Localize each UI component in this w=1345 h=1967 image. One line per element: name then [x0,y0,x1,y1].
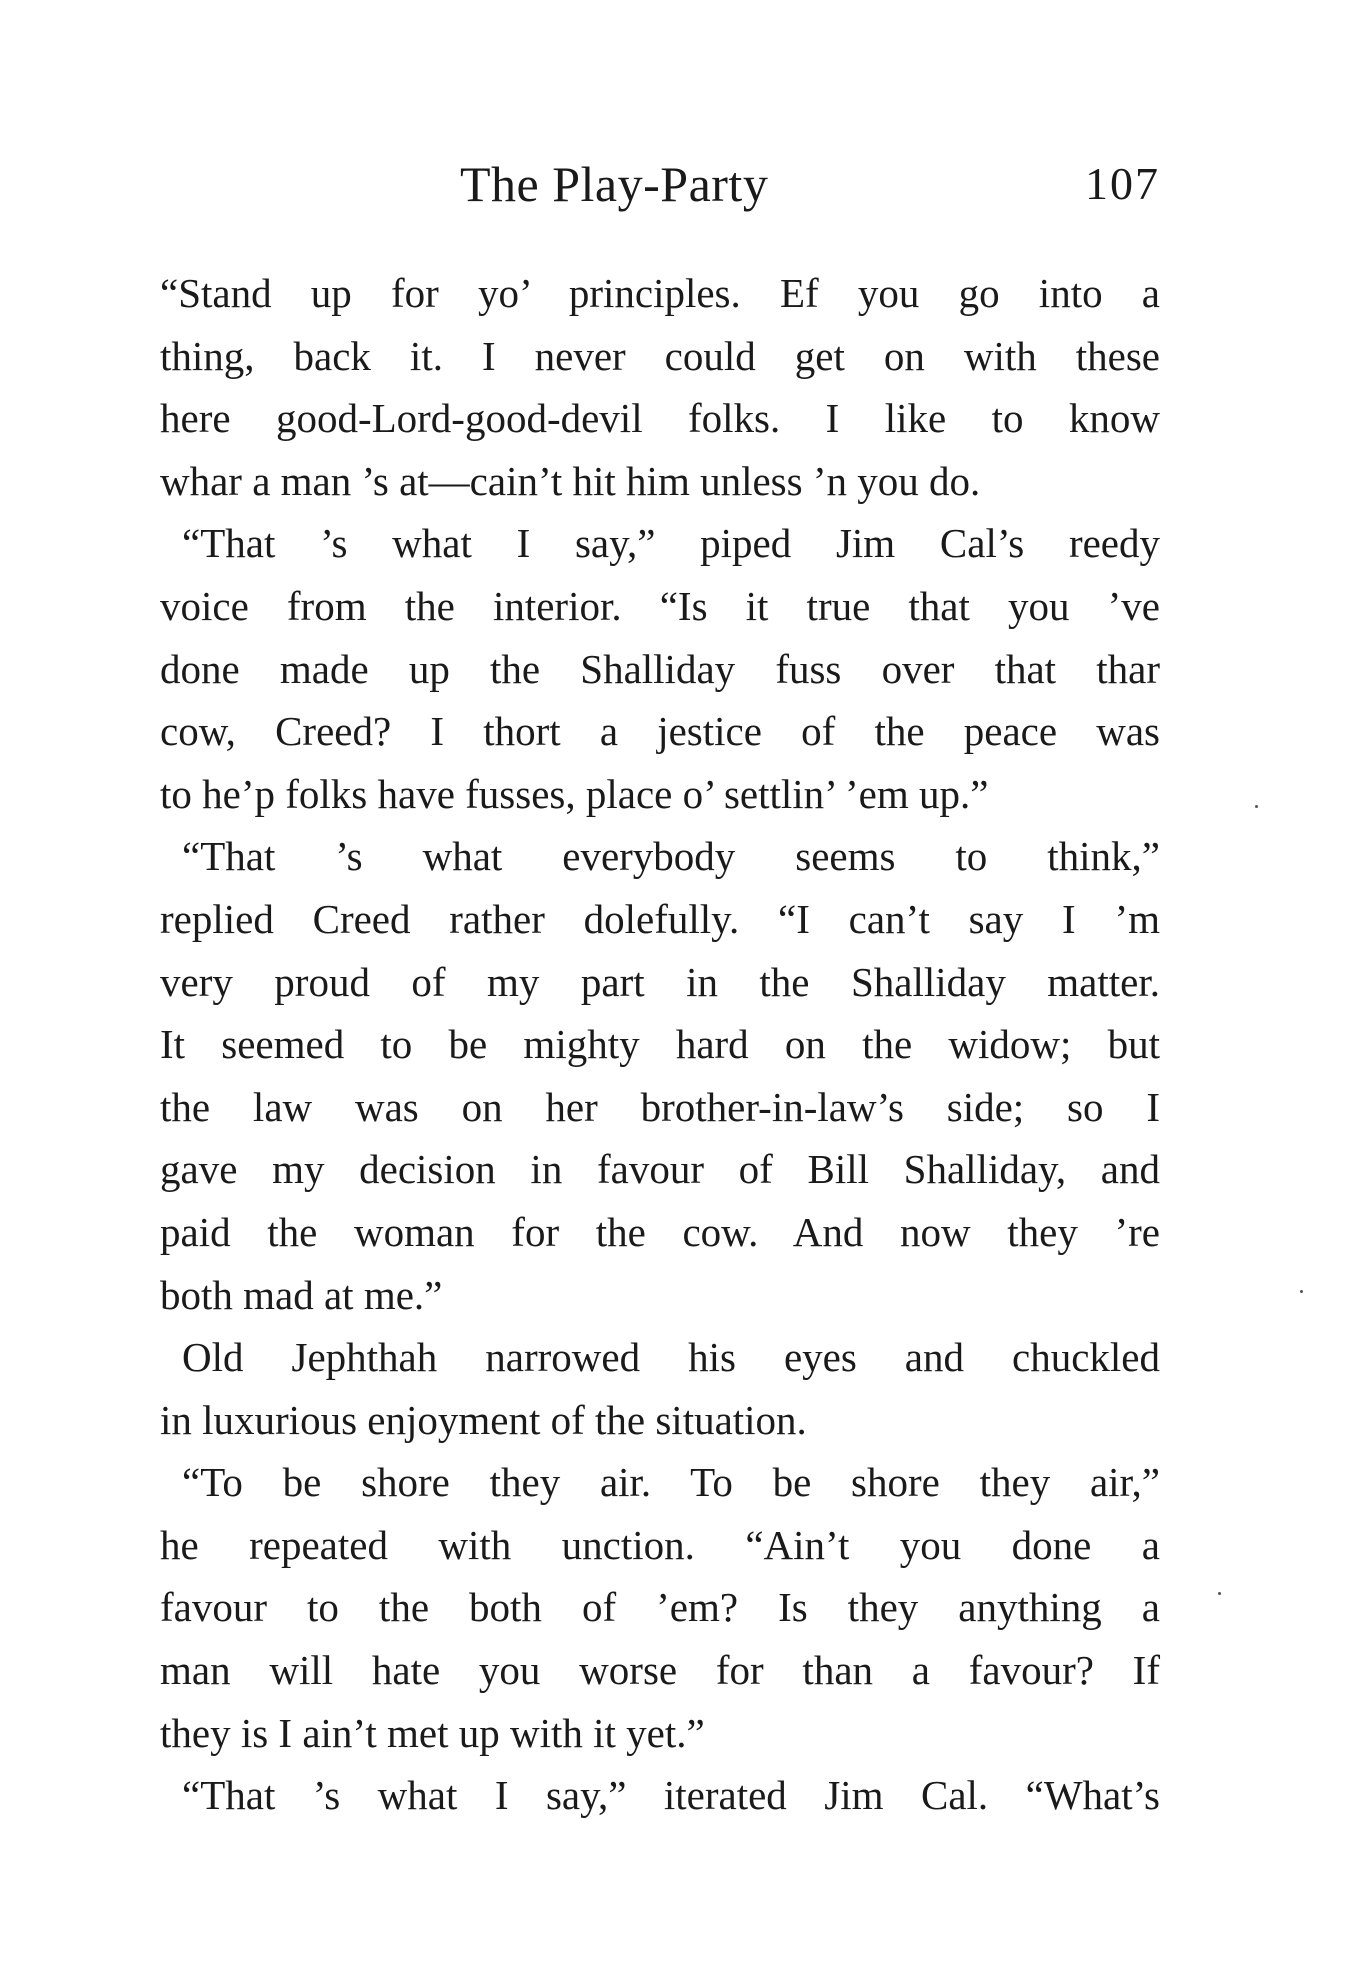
text-line: “To be shore they air. To be shore they air,” [182,1459,1160,1506]
text-line: paid the woman for the cow. And now they ’re [160,1208,1160,1255]
text-line: he repeated with unction. “Ain’t you done a [160,1521,1160,1568]
text-line: whar a man ’s at—cain’t hit him unless ’n you do. [160,457,981,504]
text-line: Old Jephthah narrowed his eyes and chuckled [182,1334,1160,1381]
text-line: done made up the Shalliday fuss over that thar [160,645,1160,692]
text-line: “Stand up for yo’ principles. Ef you go into a [160,270,1160,316]
text-line: voice from the interior. “Is it true that you ’ve [160,582,1160,629]
text-line: favour to the both of ’em? Is they anything a [160,1584,1160,1631]
text-line: thing, back it. I never could get on with these [160,332,1160,379]
text-line: replied Creed rather dolefully. “I can’t say I ’m [160,895,1160,942]
text-line: both mad at me.” [160,1271,443,1318]
text-line: cow, Creed? I thort a jestice of the peace was [160,708,1160,755]
text-line: gave my decision in favour of Bill Shalliday, and [160,1146,1160,1193]
text-line: to he’p folks have fusses, place o’ settlin’ ’em up.” [160,770,989,817]
text-line: man will hate you worse for than a favour? If [160,1647,1160,1694]
text-line: “That ’s what I say,” piped Jim Cal’s reedy [182,520,1160,567]
text-line: the law was on her brother-in-law’s side; so I [160,1083,1160,1130]
body-text [160,262,1160,1827]
running-title: The Play-Party [460,156,769,212]
text-line: “That ’s what I say,” iterated Jim Cal. “What’s [182,1772,1160,1819]
paper-speck [1218,1592,1221,1595]
paper-speck [1255,805,1258,808]
text-line: “That ’s what everybody seems to think,” [182,833,1160,880]
text-line: they is I ain’t met up with it yet.” [160,1709,705,1756]
text-line: in luxurious enjoyment of the situation. [160,1396,807,1443]
text-line: very proud of my part in the Shalliday matter. [160,958,1160,1005]
running-head [160,155,1160,225]
paper-speck [1300,1290,1303,1293]
text-line: here good-Lord-good-devil folks. I like to know [160,395,1160,442]
text-line: It seemed to be mighty hard on the widow; but [160,1021,1160,1068]
page-number: 107 [1085,158,1160,209]
